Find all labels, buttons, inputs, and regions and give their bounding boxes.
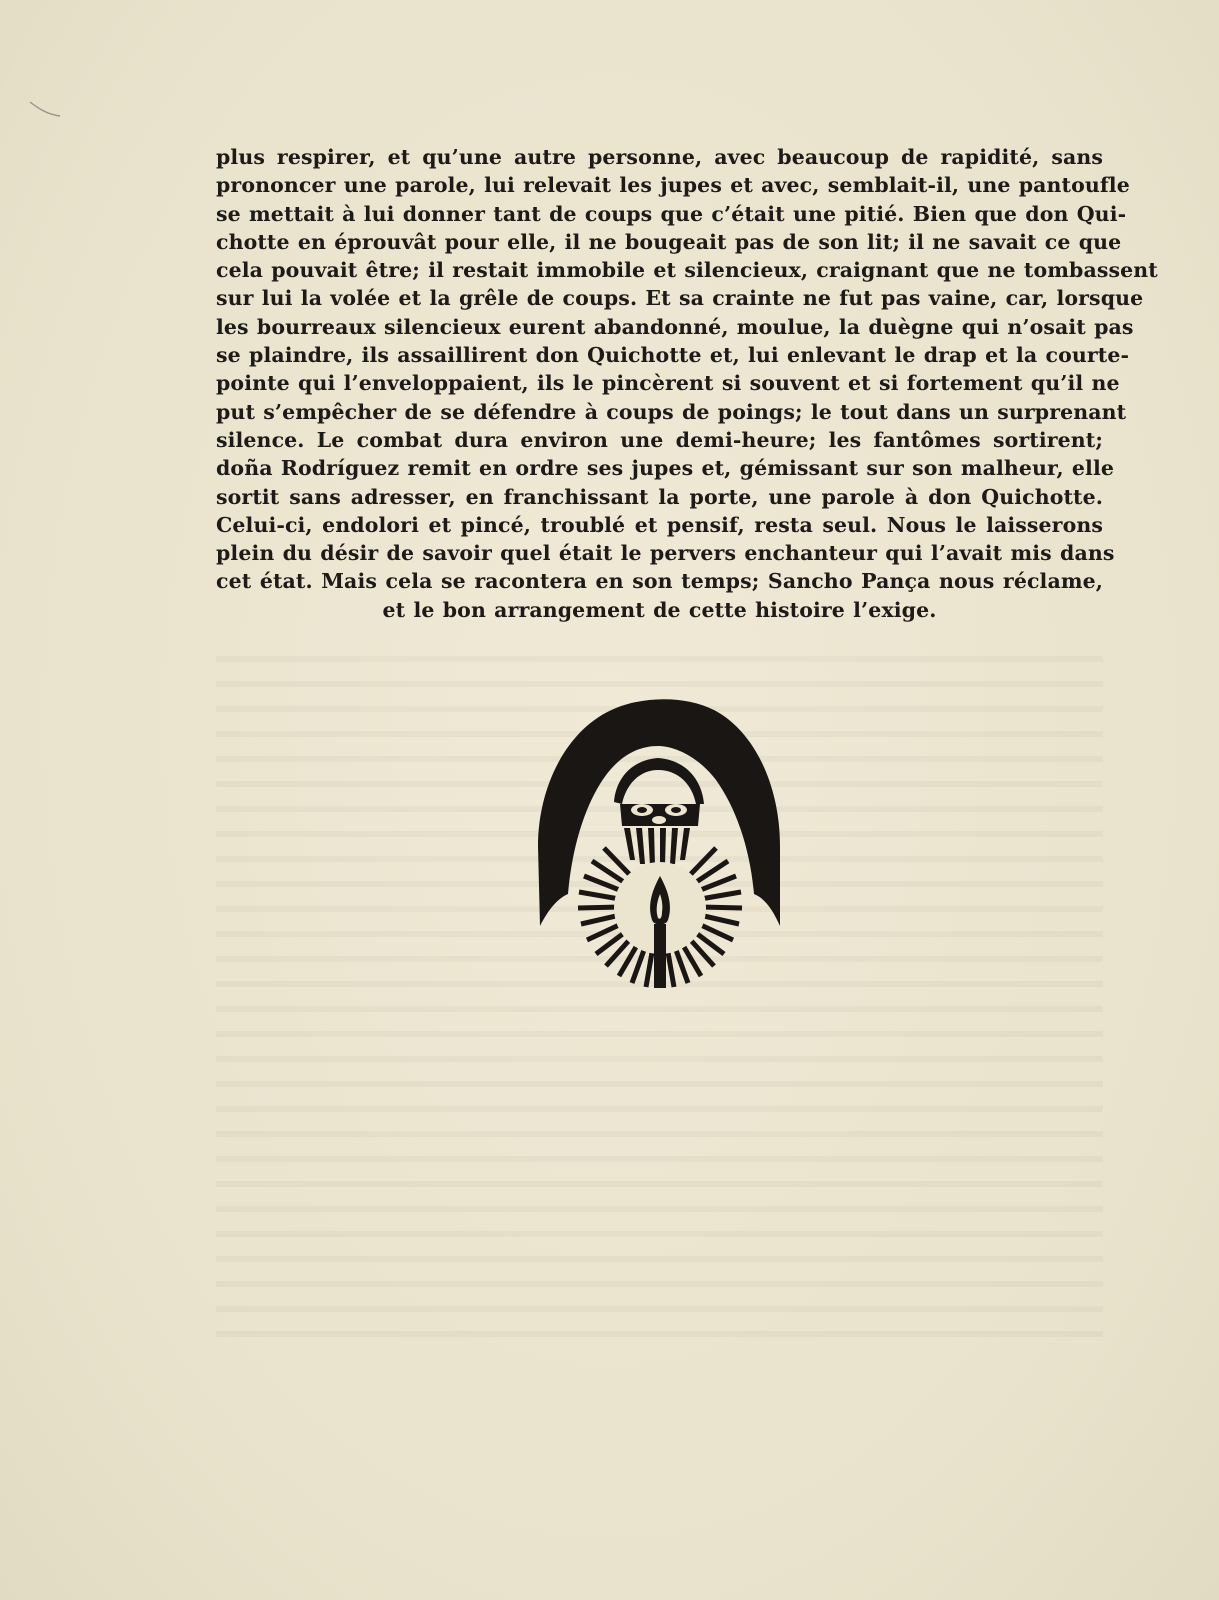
text-line: plus respirer, et qu’une autre personne, avec beaucoup de rapidité, sans (216, 145, 1103, 169)
text-line-final: et le bon arrangement de cette histoire l’exige. (382, 597, 937, 622)
text-line: Celui-ci, endolori et pincé, troublé et pensif, resta seul. Nous le laisserons (216, 512, 1103, 537)
text-line: silence. Le combat dura environ une demi-heure; les fantômes sortirent; (216, 427, 1103, 452)
text-line: se mettait à lui donner tant de coups que c’était une pitié. Bien que don Qui- (216, 201, 1127, 226)
pencil-mark-icon (28, 100, 62, 120)
text-line: sur lui la volée et la grêle de coups. Et sa crainte ne fut pas vaine, car, lorsque (216, 286, 1144, 311)
text-line: chotte en éprouvât pour elle, il ne bougeait pas de son lit; il ne savait ce que (216, 229, 1122, 254)
text-line: cet état. Mais cela se racontera en son temps; Sancho Pança nous réclame, (216, 569, 1103, 594)
text-line: les bourreaux silencieux eurent abandonné, moulue, la duègne qui n’osait pas (216, 314, 1134, 339)
text-line: cela pouvait être; il restait immobile et silencieux, craignant que ne tombassent (216, 258, 1158, 283)
text-line: sortit sans adresser, en franchissant la porte, une parole à don Quichotte. (216, 484, 1103, 509)
text-line: doña Rodríguez remit en ordre ses jupes et, gémissant sur son malheur, elle (216, 456, 1114, 481)
text-line: se plaindre, ils assaillirent don Quichotte et, lui enlevant le drap et la courte- (216, 343, 1130, 368)
text-line: put s’empêcher de se défendre à coups de poings; le tout dans un surprenant (216, 399, 1127, 424)
text-line: prononcer une parole, lui relevait les jupes et avec, semblait-il, une pantoufle (216, 173, 1130, 198)
body-text (216, 143, 1158, 624)
text-line: pointe qui l’enveloppaient, ils le pincèrent si souvent et si fortement qu’il ne (216, 371, 1120, 396)
text-line: plein du désir de savoir quel était le pervers enchanteur qui l’avait mis dans (216, 541, 1115, 566)
hooded-figure-candle-vignette-icon (536, 698, 784, 990)
